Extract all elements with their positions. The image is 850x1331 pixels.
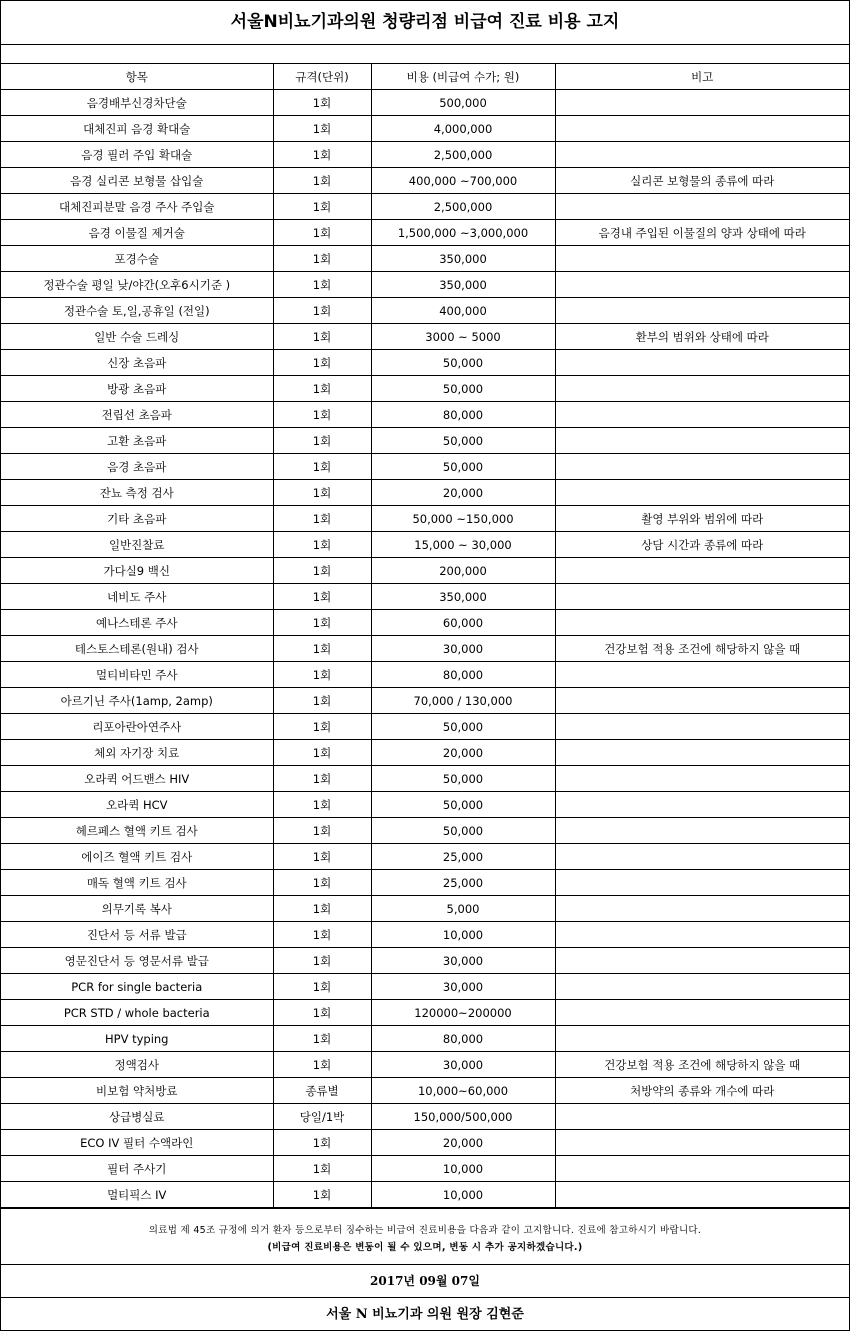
cost-cell: 80,000: [371, 662, 555, 688]
cost-cell: 400,000: [371, 298, 555, 324]
remarks-cell: [555, 766, 849, 792]
table-row: [1, 428, 849, 454]
table-row: [1, 1078, 849, 1104]
table-row: [1, 532, 849, 558]
cost-cell: 50,000 ~150,000: [371, 506, 555, 532]
table-row: [1, 610, 849, 636]
item-name-cell: 음경배부신경차단술: [1, 90, 273, 116]
cost-cell: 350,000: [371, 272, 555, 298]
item-name-cell: HPV typing: [1, 1026, 273, 1052]
remarks-cell: [555, 792, 849, 818]
table-row: [1, 1026, 849, 1052]
remarks-cell: [555, 90, 849, 116]
remarks-cell: [555, 246, 849, 272]
unit-cell: 1회: [273, 948, 371, 974]
cost-cell: 4,000,000: [371, 116, 555, 142]
unit-cell: 1회: [273, 896, 371, 922]
remarks-cell: [555, 298, 849, 324]
cost-cell: 50,000: [371, 818, 555, 844]
notice-date: 2017년 09월 07일: [1, 1264, 849, 1297]
item-name-cell: 신장 초음파: [1, 350, 273, 376]
table-row: [1, 792, 849, 818]
table-row: [1, 350, 849, 376]
item-name-cell: 에이즈 혈액 키트 검사: [1, 844, 273, 870]
unit-cell: 1회: [273, 350, 371, 376]
document-title: 서울N비뇨기과의원 청량리점 비급여 진료 비용 고지: [1, 1, 849, 45]
fee-table-body: [1, 90, 849, 1208]
item-name-cell: PCR for single bacteria: [1, 974, 273, 1000]
cost-cell: 3000 ~ 5000: [371, 324, 555, 350]
remarks-cell: [555, 1104, 849, 1130]
item-name-cell: 음경 이물질 제거술: [1, 220, 273, 246]
table-row: [1, 402, 849, 428]
item-name-cell: 멀티픽스 IV: [1, 1182, 273, 1208]
table-row: [1, 168, 849, 194]
remarks-cell: [555, 116, 849, 142]
table-row: [1, 1104, 849, 1130]
cost-cell: 30,000: [371, 948, 555, 974]
remarks-cell: [555, 1156, 849, 1182]
notice-line-1: 의료법 제 45조 규정에 의거 환자 등으로부터 징수하는 비급여 진료비용을 다음과 같이 고지합니다. 진료에 참고하시기 바랍니다.: [148, 1225, 702, 1236]
remarks-cell: [555, 662, 849, 688]
table-row: [1, 1000, 849, 1026]
item-name-cell: 영문진단서 등 영문서류 발급: [1, 948, 273, 974]
cost-cell: 20,000: [371, 740, 555, 766]
table-row: [1, 870, 849, 896]
item-name-cell: 정관수술 토,일,공휴일 (전일): [1, 298, 273, 324]
cost-cell: 50,000: [371, 376, 555, 402]
item-name-cell: 방광 초음파: [1, 376, 273, 402]
item-name-cell: 아르기닌 주사(1amp, 2amp): [1, 688, 273, 714]
cost-cell: 50,000: [371, 792, 555, 818]
unit-cell: 1회: [273, 90, 371, 116]
remarks-cell: [555, 922, 849, 948]
remarks-cell: [555, 818, 849, 844]
remarks-cell: [555, 1000, 849, 1026]
cost-cell: 10,000: [371, 922, 555, 948]
remarks-cell: 처방약의 종류와 개수에 따라: [555, 1078, 849, 1104]
table-row: [1, 324, 849, 350]
table-row: [1, 662, 849, 688]
cost-cell: 50,000: [371, 766, 555, 792]
cost-cell: 25,000: [371, 844, 555, 870]
unit-cell: 1회: [273, 610, 371, 636]
remarks-cell: 음경내 주입된 이물질의 양과 상태에 따라: [555, 220, 849, 246]
table-row: [1, 480, 849, 506]
item-name-cell: 의무기록 복사: [1, 896, 273, 922]
cost-cell: 25,000: [371, 870, 555, 896]
unit-cell: 1회: [273, 740, 371, 766]
item-name-cell: 테스토스테론(원내) 검사: [1, 636, 273, 662]
item-name-cell: 음경 초음파: [1, 454, 273, 480]
unit-cell: 1회: [273, 428, 371, 454]
unit-cell: 1회: [273, 714, 371, 740]
cost-cell: 5,000: [371, 896, 555, 922]
table-row: [1, 636, 849, 662]
cost-cell: 10,000: [371, 1182, 555, 1208]
remarks-cell: 건강보험 적용 조건에 해당하지 않을 때: [555, 636, 849, 662]
remarks-cell: 상담 시간과 종류에 따라: [555, 532, 849, 558]
table-row: [1, 142, 849, 168]
item-name-cell: 예나스테론 주사: [1, 610, 273, 636]
unit-cell: 1회: [273, 1026, 371, 1052]
remarks-cell: [555, 350, 849, 376]
cost-cell: 70,000 / 130,000: [371, 688, 555, 714]
unit-cell: 1회: [273, 246, 371, 272]
table-row: [1, 974, 849, 1000]
remarks-cell: [555, 584, 849, 610]
unit-cell: 1회: [273, 584, 371, 610]
remarks-cell: [555, 896, 849, 922]
table-row: [1, 714, 849, 740]
remarks-cell: [555, 142, 849, 168]
unit-cell: 1회: [273, 142, 371, 168]
table-row: [1, 948, 849, 974]
unit-cell: 1회: [273, 792, 371, 818]
remarks-cell: [555, 272, 849, 298]
table-row: [1, 584, 849, 610]
header-unit: 규격(단위): [273, 64, 371, 90]
unit-cell: 1회: [273, 922, 371, 948]
table-row: [1, 376, 849, 402]
remarks-cell: [555, 870, 849, 896]
remarks-cell: 환부의 범위와 상태에 따라: [555, 324, 849, 350]
cost-cell: 120000~200000: [371, 1000, 555, 1026]
table-row: [1, 90, 849, 116]
cost-cell: 200,000: [371, 558, 555, 584]
unit-cell: 1회: [273, 324, 371, 350]
item-name-cell: 필터 주사기: [1, 1156, 273, 1182]
table-row: [1, 194, 849, 220]
header-remarks: 비고: [555, 64, 849, 90]
cost-cell: 2,500,000: [371, 194, 555, 220]
unit-cell: 종류별: [273, 1078, 371, 1104]
remarks-cell: [555, 844, 849, 870]
table-row: [1, 766, 849, 792]
signature-line: 서울 N 비뇨기과 의원 원장 김현준: [1, 1297, 849, 1331]
item-name-cell: 대체진피분말 음경 주사 주입술: [1, 194, 273, 220]
unit-cell: 당일/1박: [273, 1104, 371, 1130]
item-name-cell: 오라퀵 HCV: [1, 792, 273, 818]
remarks-cell: [555, 740, 849, 766]
unit-cell: 1회: [273, 688, 371, 714]
fee-table: [1, 64, 849, 1208]
remarks-cell: [555, 1182, 849, 1208]
remarks-cell: [555, 454, 849, 480]
notice-block: [1, 1208, 849, 1264]
unit-cell: 1회: [273, 818, 371, 844]
remarks-cell: [555, 1026, 849, 1052]
unit-cell: 1회: [273, 558, 371, 584]
header-item: 항목: [1, 64, 273, 90]
cost-cell: 1,500,000 ~3,000,000: [371, 220, 555, 246]
item-name-cell: 상급병실료: [1, 1104, 273, 1130]
cost-cell: 50,000: [371, 428, 555, 454]
cost-cell: 150,000/500,000: [371, 1104, 555, 1130]
item-name-cell: 기타 초음파: [1, 506, 273, 532]
remarks-cell: [555, 558, 849, 584]
cost-cell: 50,000: [371, 350, 555, 376]
remarks-cell: 실리콘 보형물의 종류에 따라: [555, 168, 849, 194]
cost-cell: 80,000: [371, 402, 555, 428]
unit-cell: 1회: [273, 272, 371, 298]
unit-cell: 1회: [273, 506, 371, 532]
table-row: [1, 220, 849, 246]
table-row: [1, 558, 849, 584]
remarks-cell: 건강보험 적용 조건에 해당하지 않을 때: [555, 1052, 849, 1078]
item-name-cell: 오라퀵 어드밴스 HIV: [1, 766, 273, 792]
table-header-row: [1, 64, 849, 90]
unit-cell: 1회: [273, 844, 371, 870]
item-name-cell: 헤르페스 혈액 키트 검사: [1, 818, 273, 844]
unit-cell: 1회: [273, 974, 371, 1000]
table-row: [1, 844, 849, 870]
table-row: [1, 1156, 849, 1182]
unit-cell: 1회: [273, 376, 371, 402]
remarks-cell: [555, 194, 849, 220]
table-row: [1, 740, 849, 766]
remarks-cell: [555, 428, 849, 454]
remarks-cell: [555, 1130, 849, 1156]
table-row: [1, 298, 849, 324]
item-name-cell: 고환 초음파: [1, 428, 273, 454]
unit-cell: 1회: [273, 298, 371, 324]
item-name-cell: 포경수술: [1, 246, 273, 272]
table-row: [1, 246, 849, 272]
cost-cell: 15,000 ~ 30,000: [371, 532, 555, 558]
table-row: [1, 818, 849, 844]
item-name-cell: 음경 필러 주입 확대술: [1, 142, 273, 168]
item-name-cell: 네비도 주사: [1, 584, 273, 610]
item-name-cell: 음경 실리콘 보형물 삽입술: [1, 168, 273, 194]
cost-cell: 500,000: [371, 90, 555, 116]
item-name-cell: 진단서 등 서류 발급: [1, 922, 273, 948]
remarks-cell: [555, 688, 849, 714]
item-name-cell: 일반진찰료: [1, 532, 273, 558]
unit-cell: 1회: [273, 1052, 371, 1078]
remarks-cell: 촬영 부위와 범위에 따라: [555, 506, 849, 532]
unit-cell: 1회: [273, 1156, 371, 1182]
notice-line-2: (비급여 진료비용은 변동이 될 수 있으며, 변동 시 추가 공지하겠습니다.): [267, 1242, 583, 1253]
cost-cell: 400,000 ~700,000: [371, 168, 555, 194]
table-row: [1, 1052, 849, 1078]
header-cost: 비용 (비급여 수가; 원): [371, 64, 555, 90]
item-name-cell: 멀티비타민 주사: [1, 662, 273, 688]
table-row: [1, 922, 849, 948]
item-name-cell: 체외 자기장 치료: [1, 740, 273, 766]
unit-cell: 1회: [273, 168, 371, 194]
remarks-cell: [555, 376, 849, 402]
unit-cell: 1회: [273, 1000, 371, 1026]
cost-cell: 50,000: [371, 454, 555, 480]
remarks-cell: [555, 974, 849, 1000]
cost-cell: 30,000: [371, 1052, 555, 1078]
table-row: [1, 1182, 849, 1208]
unit-cell: 1회: [273, 532, 371, 558]
item-name-cell: 매독 혈액 키트 검사: [1, 870, 273, 896]
item-name-cell: 가다실9 백신: [1, 558, 273, 584]
unit-cell: 1회: [273, 1182, 371, 1208]
unit-cell: 1회: [273, 662, 371, 688]
item-name-cell: PCR STD / whole bacteria: [1, 1000, 273, 1026]
table-row: [1, 688, 849, 714]
cost-cell: 20,000: [371, 1130, 555, 1156]
cost-cell: 350,000: [371, 584, 555, 610]
item-name-cell: 일반 수술 드레싱: [1, 324, 273, 350]
item-name-cell: 리포아란아연주사: [1, 714, 273, 740]
cost-cell: 60,000: [371, 610, 555, 636]
item-name-cell: 잔뇨 측정 검사: [1, 480, 273, 506]
unit-cell: 1회: [273, 636, 371, 662]
unit-cell: 1회: [273, 480, 371, 506]
cost-cell: 30,000: [371, 636, 555, 662]
cost-cell: 2,500,000: [371, 142, 555, 168]
remarks-cell: [555, 714, 849, 740]
title-spacer: [1, 45, 849, 64]
unit-cell: 1회: [273, 766, 371, 792]
remarks-cell: [555, 610, 849, 636]
unit-cell: 1회: [273, 194, 371, 220]
table-row: [1, 454, 849, 480]
table-row: [1, 116, 849, 142]
item-name-cell: 대체진피 음경 확대술: [1, 116, 273, 142]
item-name-cell: 정액검사: [1, 1052, 273, 1078]
item-name-cell: 전립선 초음파: [1, 402, 273, 428]
unit-cell: 1회: [273, 220, 371, 246]
unit-cell: 1회: [273, 454, 371, 480]
cost-cell: 80,000: [371, 1026, 555, 1052]
unit-cell: 1회: [273, 402, 371, 428]
cost-cell: 50,000: [371, 714, 555, 740]
table-row: [1, 1130, 849, 1156]
item-name-cell: 정관수술 평일 낮/야간(오후6시기준 ): [1, 272, 273, 298]
unit-cell: 1회: [273, 1130, 371, 1156]
cost-cell: 20,000: [371, 480, 555, 506]
unit-cell: 1회: [273, 116, 371, 142]
cost-cell: 10,000~60,000: [371, 1078, 555, 1104]
unit-cell: 1회: [273, 870, 371, 896]
cost-cell: 30,000: [371, 974, 555, 1000]
cost-cell: 10,000: [371, 1156, 555, 1182]
remarks-cell: [555, 402, 849, 428]
table-row: [1, 272, 849, 298]
cost-cell: 350,000: [371, 246, 555, 272]
item-name-cell: ECO IV 필터 수액라인: [1, 1130, 273, 1156]
item-name-cell: 비보험 약처방료: [1, 1078, 273, 1104]
table-row: [1, 896, 849, 922]
remarks-cell: [555, 948, 849, 974]
remarks-cell: [555, 480, 849, 506]
table-row: [1, 506, 849, 532]
